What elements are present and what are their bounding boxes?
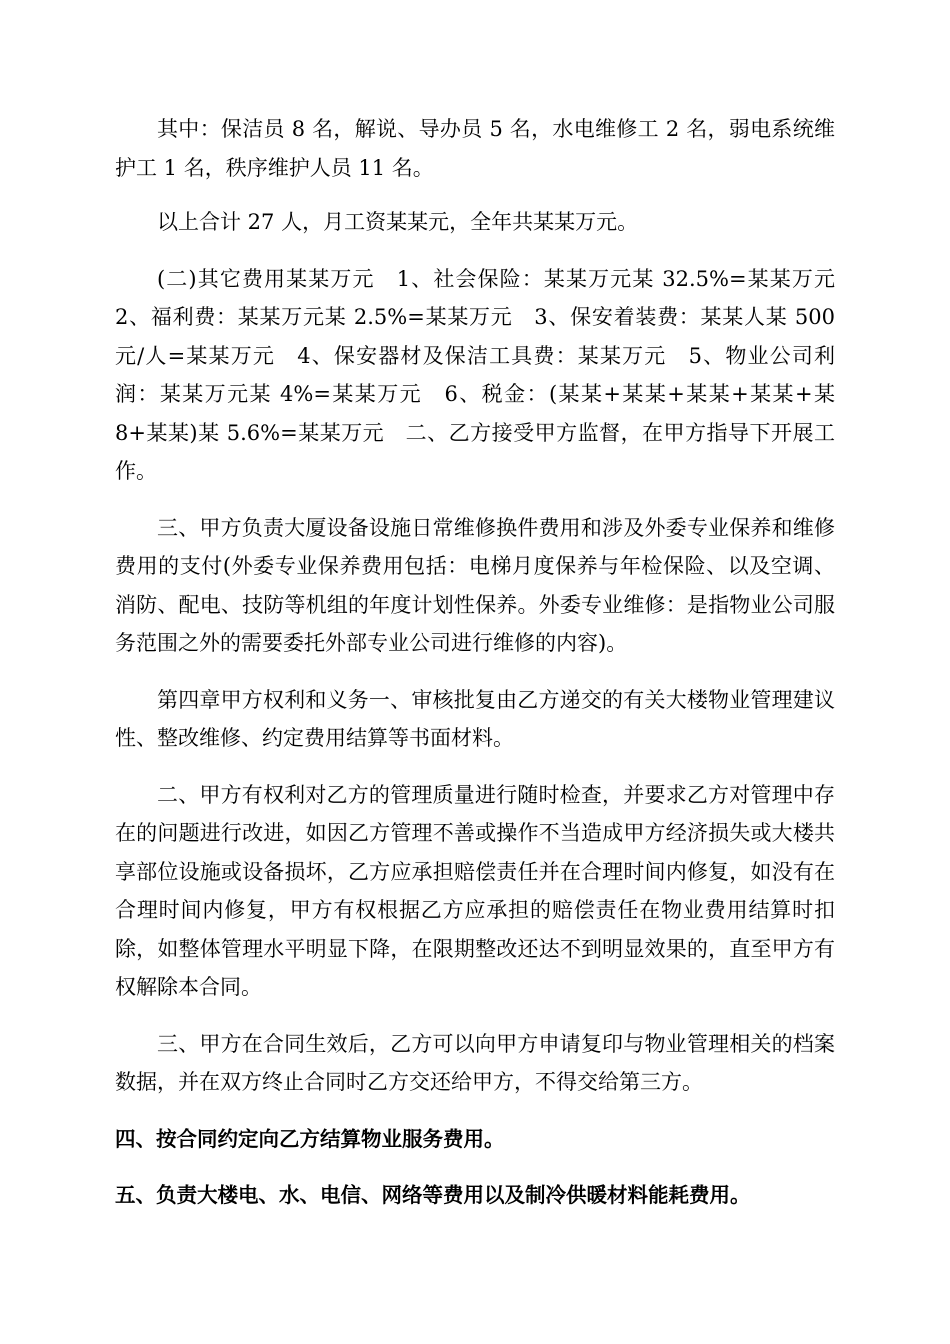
paragraph-chapter-four: 第四章甲方权利和义务一、审核批复由乙方递交的有关大楼物业管理建议性、整改维修、约定费用结算等书面材料。 xyxy=(115,687,835,750)
paragraph-other-fees: (二)其它费用某某万元 1、社会保险：某某万元某 32.5%=某某万元 2、福利费：某某万元某 2.5%=某某万元 3、保安着装费：某某人某 500 元/人=某某万元 4、保安器材及保洁工具费：某某万元 5、物业公司利润：某某万元某 4%=某某万元 6、税金：(某某+某某+某某+某某+某 8+某某)某 5.6%=某某万元 二、乙方接受甲方监督，在甲方指导下开展工作。 xyxy=(115,266,856,483)
document-page xyxy=(115,110,856,1233)
heading-utility-costs: 五、负责大楼电、水、电信、网络等费用以及制冷供暖材料能耗费用。 xyxy=(115,1183,751,1207)
paragraph-inspection-rights: 二、甲方有权利对乙方的管理质量进行随时检查，并要求乙方对管理中存在的问题进行改进，如因乙方管理不善或操作不当造成甲方经济损失或大楼共享部位设施或设备损坏，乙方应承担赔偿责任并在合理时间内修复，如没有在合理时间内修复，甲方有权根据乙方应承担的赔偿责任在物业费用结算时扣除，如整体管理水平明显下降，在限期整改还达不到明显效果的，直至甲方有权解除本合同。 xyxy=(115,782,835,999)
paragraph-staffing: 其中：保洁员 8 名，解说、导办员 5 名，水电维修工 2 名，弱电系统维护工 1 名，秩序维护人员 11 名。 xyxy=(115,117,835,180)
paragraph-total-staff: 以上合计 27 人，月工资某某元，全年共某某万元。 xyxy=(157,210,639,234)
paragraph-maintenance-costs: 三、甲方负责大厦设备设施日常维修换件费用和涉及外委专业保养和维修费用的支付(外委专业保养费用包括：电梯月度保养与年检保险、以及空调、消防、配电、技防等机组的年度计划性保养。外委专业维修：是指物业公司服务范围之外的需要委托外部专业公司进行维修的内容)。 xyxy=(115,515,835,655)
heading-settlement: 四、按合同约定向乙方结算物业服务费用。 xyxy=(115,1126,505,1151)
paragraph-archives: 三、甲方在合同生效后，乙方可以向甲方申请复印与物业管理相关的档案数据，并在双方终止合同时乙方交还给甲方，不得交给第三方。 xyxy=(115,1031,835,1094)
